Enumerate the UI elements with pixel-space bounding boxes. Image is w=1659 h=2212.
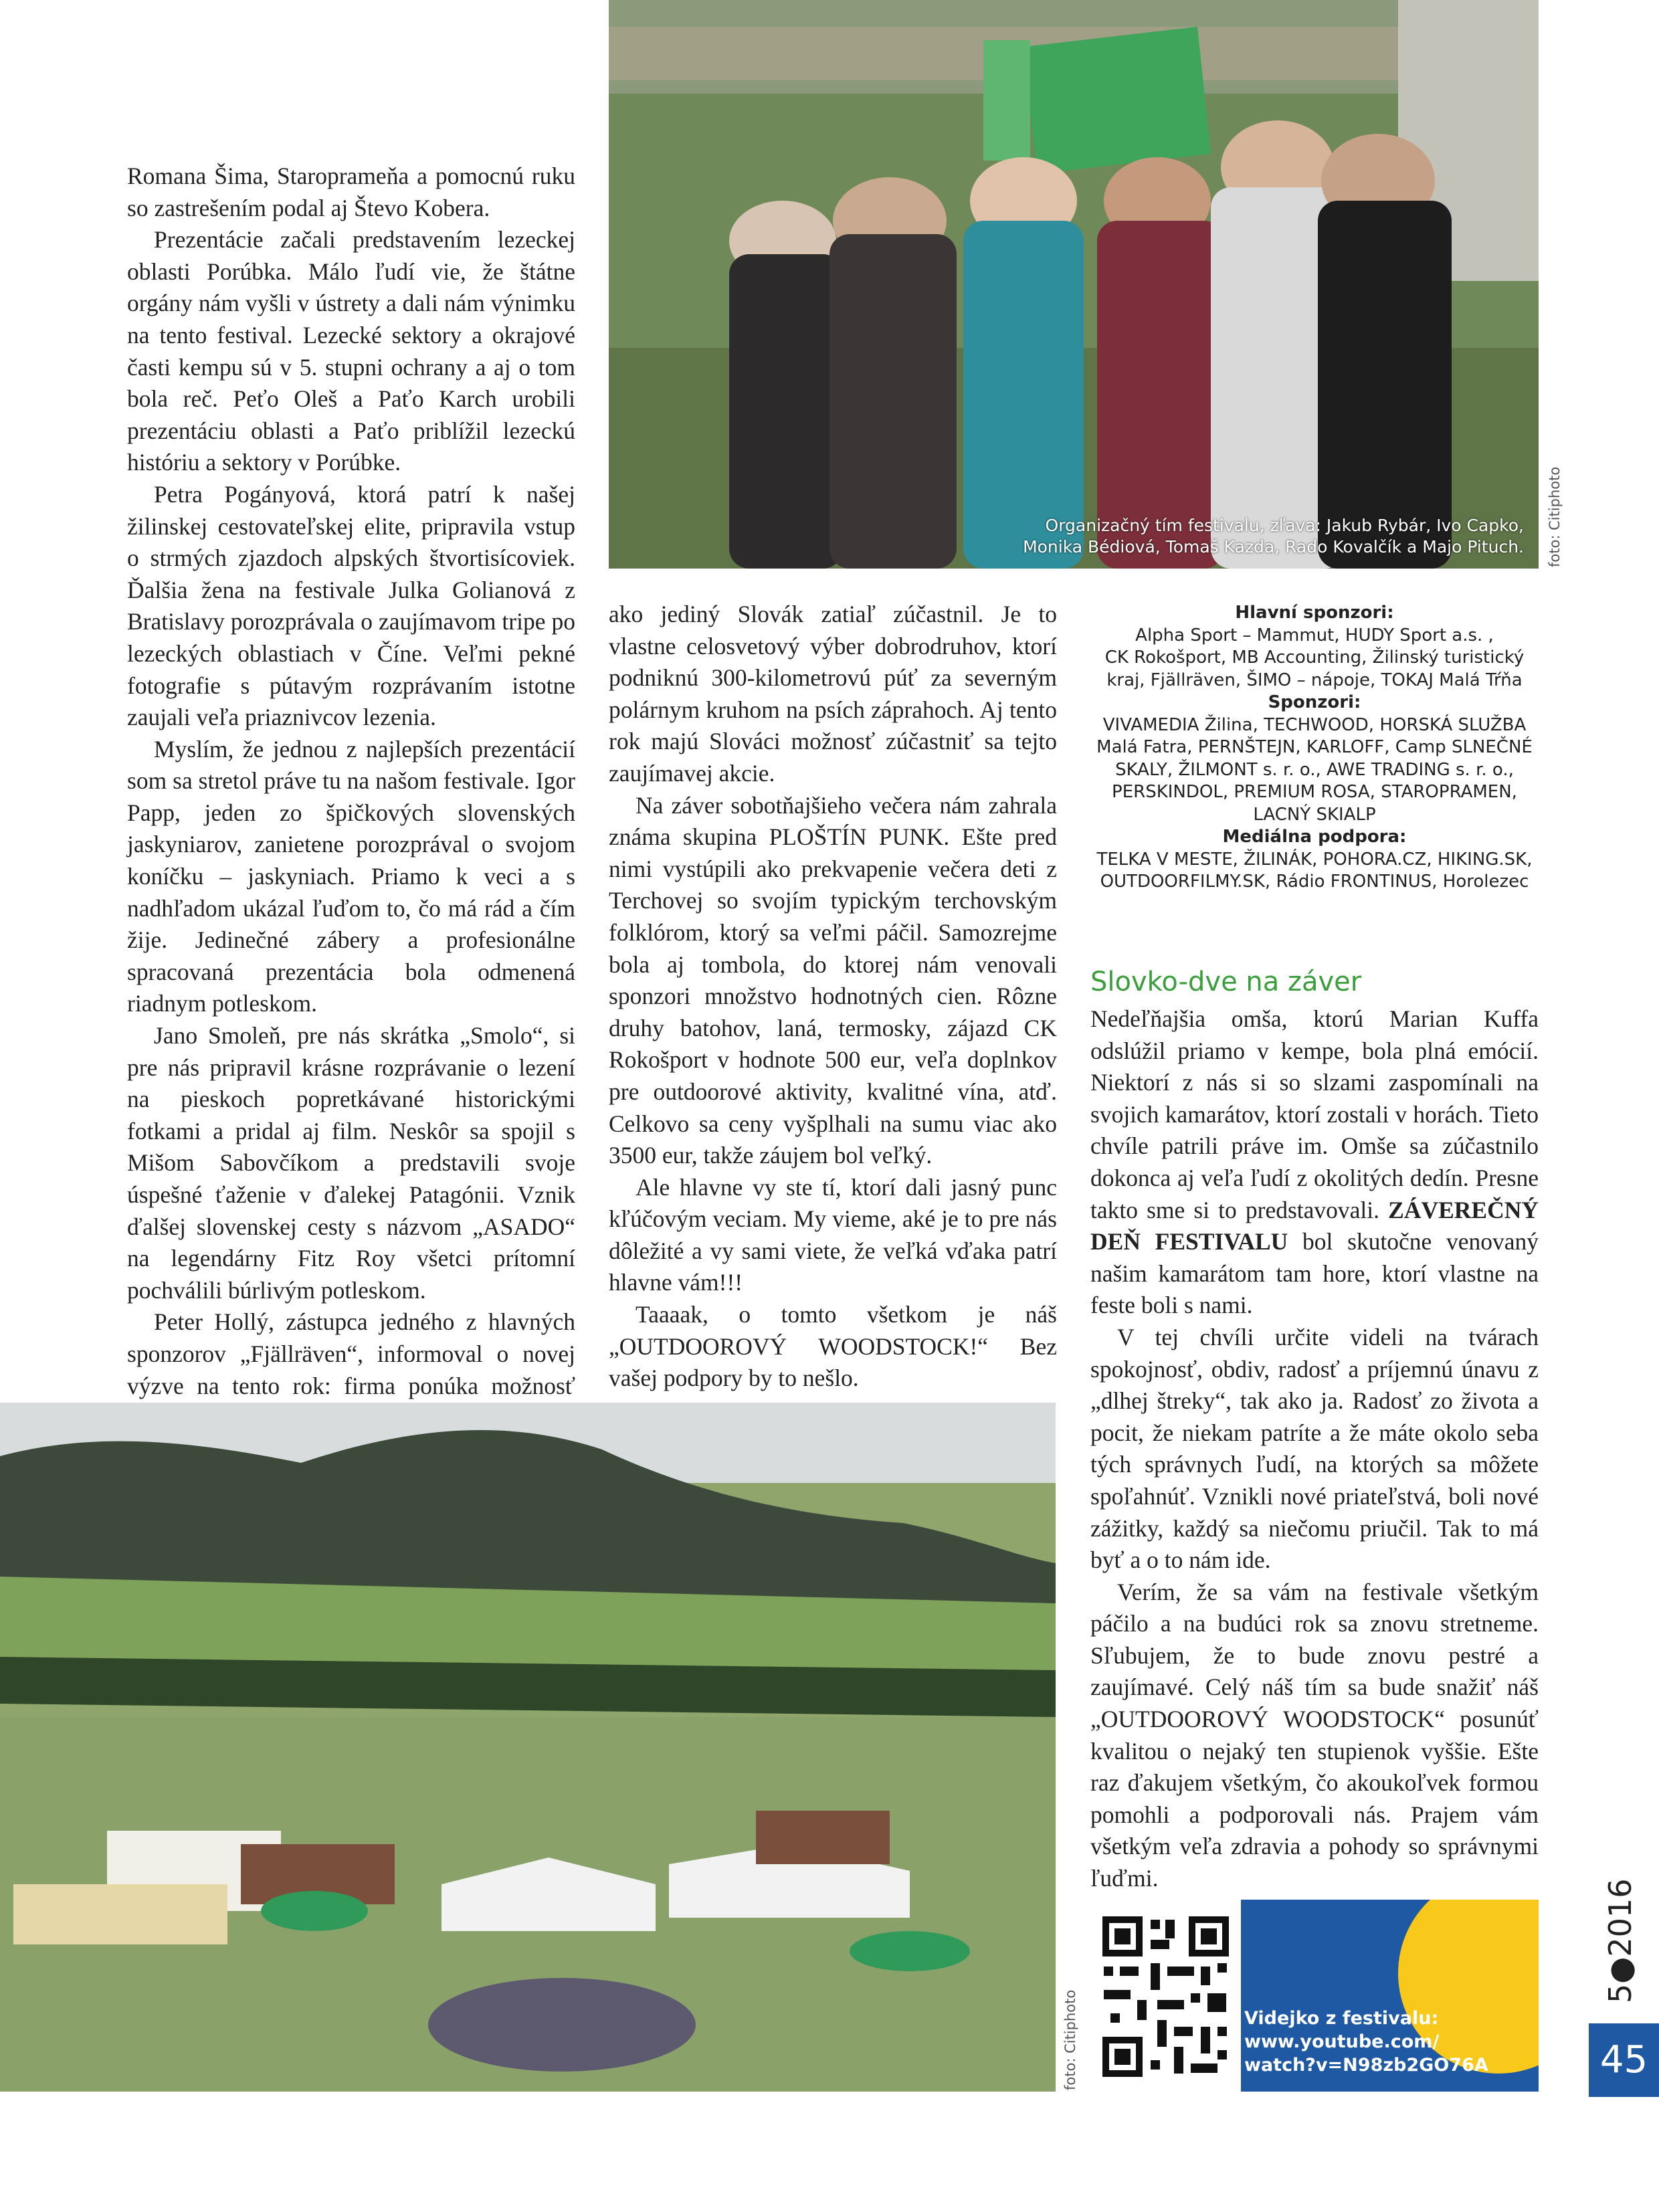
video-url-line-2[interactable]: watch?v=N98zb2GO76A [1244,2055,1488,2076]
col3-paragraph-3: Verím, že sa vám na festivale všetkým páčilo a na budúci rok sa znovu stretneme. Sľubujem, že to bude znovu pestré a zaujímavé. Celý náš tím sa bude snažiť náš „OUTDOOROVÝ WOODSTOCK“ posunúť kvalitou o nejaký ten stupienok vyššie. Ešte raz ďakujem všetkým, čo akoukoľvek formou pomohli a podporovali nás. Prajem vám všetkým veľa zdravia a pohody so správnymi ľuďmi. [1090,1578,1539,1892]
video-title: Videjko z festivalu: [1244,2008,1439,2029]
col2-paragraph-2: Na záver sobotňajšieho večera nám zahrala známa skupina PLOŠTÍN PUNK. Ešte pred nimi vystúpili ako prekvapenie večera deti z Terchovej so svojím typickým terchovským folklórom, ktorý sa veľmi páčil. Samozrejme bola aj tombola, do ktorej nám venovali sponzori množstvo hodnotných cien. Rôzne druhy batohov, laná, termosky, zájazd CK Rokošport v hodnote 500 eur, veľa doplnkov pre outdoorové aktivity, kvalitné vína, atď. Celkovo sa ceny vyšplhali na sumu viac ako 3500 eur, takže záujem bol veľký. [609,791,1057,1169]
col3-bold-phrase: ZÁVEREČNÝ DEŇ FESTIVALU [1090,1196,1539,1255]
col2-paragraph-3: Ale hlavne vy ste tí, ktorí dali jasný punc kľúčovým veciam. My vieme, aké je to pre nás dôležité a vy sami viete, že veľká vďaka patrí hlavne vám!!! [609,1173,1057,1296]
team-photo [609,0,1539,569]
media-support-line-1: TELKA V MESTE, ŽILINÁK, POHORA.CZ, HIKING.SK, [1096,849,1533,870]
festival-landscape-photo [0,1403,1056,2092]
page-number: 45 [1589,2023,1659,2097]
main-sponsors-line-3: kraj, Fjällräven, ŠIMO – nápoje, TOKAJ Malá Tŕňa [1106,670,1523,690]
main-sponsors-heading: Hlavní sponzori: [1235,603,1394,623]
video-qr-box[interactable] [1090,1900,1539,2092]
col1-paragraph-1: Romana Šima, Staroprameňa a pomocnú ruku so zastrešením podal aj Števo Kobera. [127,163,575,221]
col2-paragraph-4: Taaaak, o tomto všetkom je náš „OUTDOOROVÝ WOODSTOCK!“ Bez vašej podpory by to nešlo. [609,1301,1057,1392]
col1-paragraph-3: Petra Pogányová, ktorá patrí k našej žilinskej cestovateľskej elite, pripravila vstup o strmých zjazdoch alpských štvortisícoviek. Ďalšia žena na festivale Julka Golianová z Bratislavy porozprávala o zaujímavom tripe po lezeckých oblastiach v Číne. Veľmi pekné fotografie s pútavým rozprávaním istotne zaujali veľa priaznivcov lezenia. [127,480,575,731]
article-column-1 [127,161,575,1434]
col2-paragraph-1: ako jediný Slovák zatiaľ zúčastnil. Je to vlastne celosvetový výber dobrodruhov, ktorí podniknú 300-kilometrovú púť za severným polárnym kruhom na psích záprahoch. Aj tento rok majú Slováci možnosť zúčastniť sa tejto zaujímavej akcie. [609,601,1057,787]
media-support-line-2: OUTDOORFILMY.SK, Rádio FRONTINUS, Horolezec [1100,872,1529,892]
video-url-line-1[interactable]: www.youtube.com/ [1244,2031,1440,2052]
col1-paragraph-5: Jano Smoleň, pre nás skrátka „Smolo“, si pre nás pripravil krásne rozprávanie o lezení na pieskoch popretkávané historickými fotkami a pridal aj film. Neskôr sa spojil s Mišom Sabovčíkom a predstavili svoje úspešné ťaženie v ďalekej Patagónii. Vznik ďalšej slovenskej cesty s názvom „ASADO“ na legendárny Fitz Roy všetci prítomní pochválili búrlivým potleskom. [127,1022,575,1304]
main-sponsors-line-2: CK Rokošport, MB Accounting, Žilinský turistický [1104,647,1525,668]
sponsors-box [1090,602,1539,894]
col3-paragraph-1-text: Nedeľňajšia omša, ktorú Marian Kuffa odslúžil priamo v kempe, bola plná emócií. Niektorí z nás si so slzami zaspomínali na svojich kamarátov, ktorí zostali v horách. Tieto chvíle patrili práve im. Omše sa zúčastnilo dokonca aj veľa ľudí z okolitých dedín. Presne takto sme si to predstavovali. [1090,1005,1539,1223]
photo-credit-top: foto: Citiphoto [1547,466,1563,567]
issue-number: 5●2016 [1602,1878,1638,2003]
video-link-text[interactable] [1244,2007,1488,2077]
sponsors-line-3: SKALY, ŽILMONT s. r. o., AWE TRADING s. r. o., [1115,759,1514,780]
team-photo-caption [1023,515,1524,558]
main-sponsors-line-1: Alpha Sport – Mammut, HUDY Sport a.s. , [1135,625,1494,645]
landscape-illustration [0,1403,1056,2092]
col1-paragraph-4: Myslím, že jednou z najlepších prezentácií som sa stretol práve tu na našom festivale. Igor Papp, jeden zo špičkových slovenských jaskyniarov, zanietene porozprával o svojom koníčku – jaskyniach. Priamo k veci a s nadhľadom ukázal ľuďom to, čo má rád a čím žije. Jedinečné zábery a profesionálne spracovaná prezentácia bola odmenená riadnym potleskom. [127,735,575,1017]
sponsors-line-2: Malá Fatra, PERNŠTEJN, KARLOFF, Camp SLNEČNÉ [1096,737,1533,757]
media-support-heading: Mediálna podpora: [1222,827,1407,847]
sponsors-line-4: PERSKINDOL, PREMIUM ROSA, STAROPRAMEN, [1112,782,1517,802]
sponsors-line-1: VIVAMEDIA Žilina, TECHWOOD, HORSKÁ SLUŽBA [1102,714,1527,735]
team-photo-illustration [609,0,1539,569]
sponsors-heading: Sponzori: [1268,692,1361,712]
col3-paragraph-1 [1090,1003,1539,1322]
caption-line-1: Organizačný tím festivalu, zľava: Jakub Rybár, Ivo Capko, [1045,516,1524,535]
qr-code-icon [1090,1900,1241,2092]
sponsors-line-5: LACNÝ SKIALP [1253,804,1376,825]
qr-background [1090,1900,1241,2092]
article-column-2 [609,599,1057,1395]
article-column-3 [1090,1003,1539,1990]
col1-paragraph-2: Prezentácie začali predstavením lezeckej oblasti Porúbka. Málo ľudí vie, že štátne orgány nám vyšli v ústrety a dali nám výnimku na tento festival. Lezecké sektory a okrajové časti kempu sú v 5. stupni ochrany a aj o tom bola reč. Peťo Oleš a Paťo Karch urobili prezentáciu oblasti a Paťo priblížil lezeckú históriu a sektory v Porúbke. [127,226,575,476]
col3-paragraph-1-end: bol skutočne venovaný našim kamarátom tam hore, ktorí vlastne na feste boli s nami. [1090,1228,1539,1319]
col3-paragraph-2: V tej chvíli určite videli na tvárach spokojnosť, obdiv, radosť a príjemnú únavu z „dlhej štreky“, tak ako ja. Radosť zo života a pocit, že niekam patríte a že máte okolo seba tých správnych ľudí, na ktorých sa môžete spoľahnúť. Vznikli nové priateľstvá, boli nové zážitky, každý sa niečomu priučil. Tak to má byť a o to nám ide. [1090,1323,1539,1574]
col1-paragraph-6: Peter Hollý, zástupca jedného z hlavných sponzorov „Fjällräven“, informoval o novej výzve na tento rok: firma ponúka možnosť [127,1308,575,1399]
caption-line-2: Monika Bédiová, Tomaš Kazda, Rado Kovalčík a Majo Pituch. [1023,537,1524,557]
section-heading: Slovko-dve na záver [1090,967,1362,997]
photo-credit-bottom: foto: Citiphoto [1062,1989,1078,2090]
